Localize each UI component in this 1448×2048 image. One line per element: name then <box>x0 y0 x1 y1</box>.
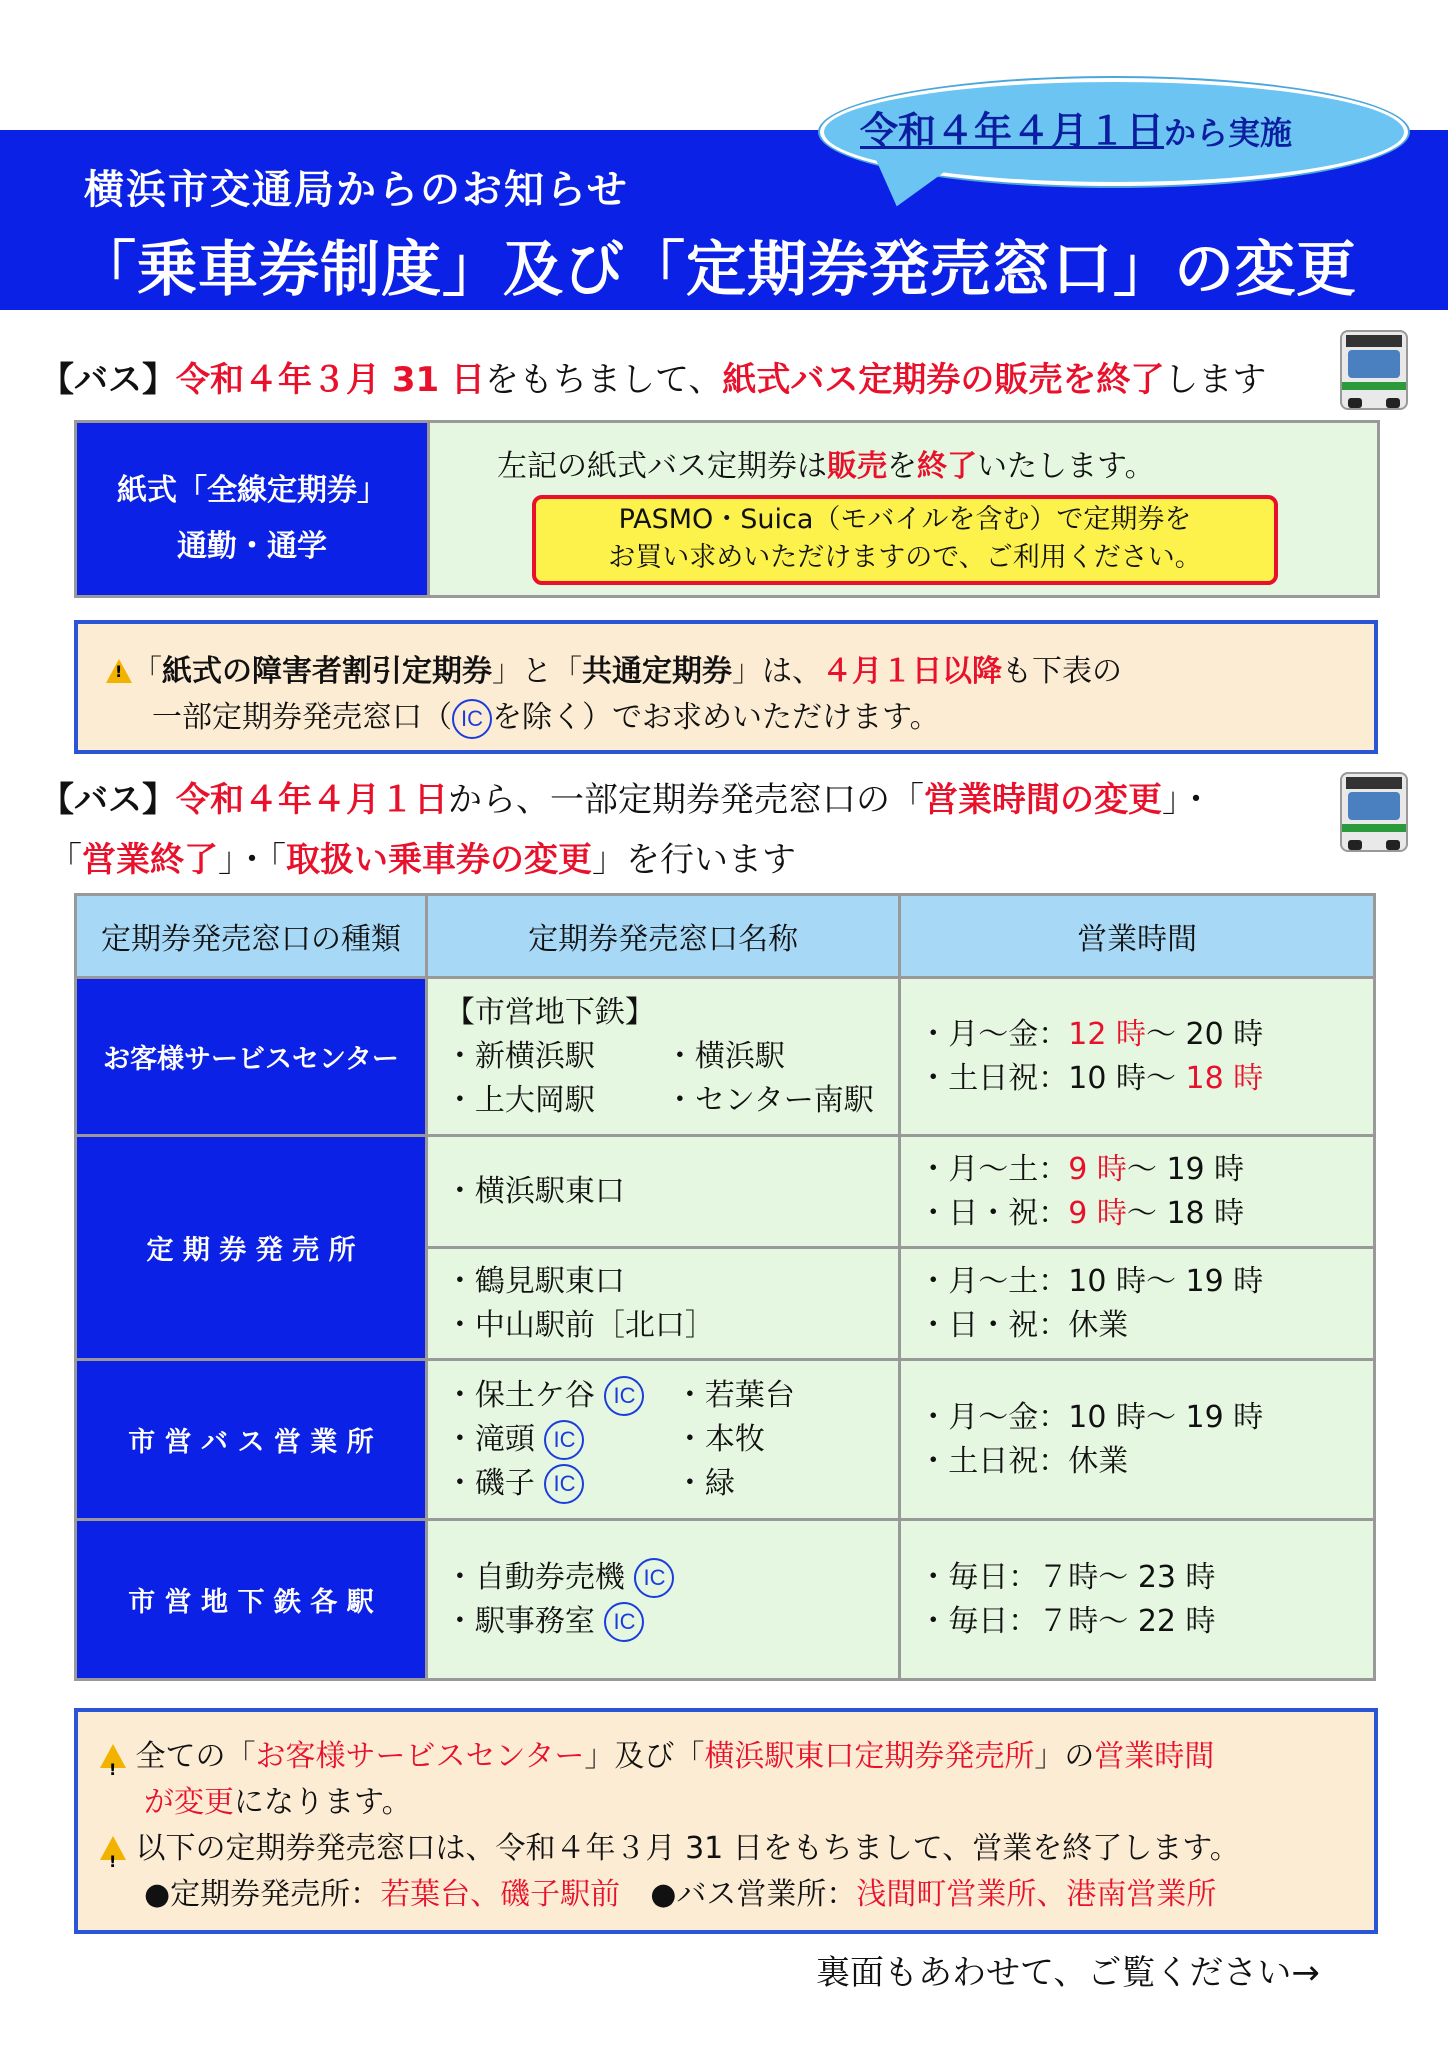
note1-g: も下表の <box>1002 654 1122 689</box>
hours-cell <box>900 1520 1375 1680</box>
warning-icon <box>100 1744 126 1768</box>
section2-h2: 営業終了 <box>82 840 218 880</box>
note2-line3 <box>100 1826 1240 1872</box>
subway-title: 【市営地下鉄】 <box>444 994 655 1030</box>
hours-cell <box>900 1136 1375 1248</box>
note1-e: 」は、 <box>732 654 822 689</box>
office-tsurumi-east: ・鶴見駅東口 <box>444 1263 625 1299</box>
bubble-suffix: から実施 <box>1164 114 1293 152</box>
pasmo-suica-notice <box>532 495 1278 585</box>
hours-b: ・毎日：７時～ 22 時 <box>918 1603 1216 1639</box>
section2-h3: 取扱い乗車券の変更 <box>286 840 592 880</box>
ic-card-icon: IC <box>634 1558 674 1598</box>
hours-b: ・土日祝：休業 <box>918 1443 1129 1479</box>
names-cell <box>426 978 899 1136</box>
col-header-hours: 営業時間 <box>900 895 1375 978</box>
note2-l1b: お客様サービスセンター <box>255 1739 585 1774</box>
hours-b: 12 時 <box>1068 1016 1147 1052</box>
category-customer-center: お客様サービスセンター <box>76 978 427 1136</box>
ic-card-icon: IC <box>452 699 492 739</box>
header-title: 「乗車券制度」及び「定期券発売窓口」の変更 <box>76 235 1357 305</box>
see-reverse-footer: 裏面もあわせて、ご覧ください→ <box>816 1953 1320 1993</box>
section2-mid: から、一部定期券発売窓口の「 <box>448 780 924 820</box>
ic-card-icon: IC <box>604 1602 644 1642</box>
section1-mid: をもちまして、 <box>485 360 723 400</box>
note1-b: 紙式の障害者割引定期券 <box>162 654 492 689</box>
ticket-machine: ・自動券売機 <box>444 1559 625 1595</box>
hours-b: ・日・祝：休業 <box>918 1307 1129 1343</box>
section2-h1: 営業時間の変更 <box>924 780 1162 820</box>
col-header-type: 定期券発売窓口の種類 <box>76 895 427 978</box>
station-shin-yokohama: ・新横浜駅 <box>444 1038 595 1074</box>
section2-start2: 「 <box>48 840 82 880</box>
category-bus-office: 市 営 バ ス 営 業 所 <box>76 1360 427 1520</box>
section1-line <box>40 352 1266 401</box>
closure-note <box>74 1708 1378 1934</box>
note2-line2 <box>144 1780 412 1826</box>
bus-office-isogo: ・磯子 <box>444 1465 535 1501</box>
section1-prefix: 【バス】 <box>40 360 176 400</box>
note2-l4c: ●バス営業所： <box>650 1877 857 1912</box>
table-row <box>76 978 1375 1136</box>
section2-prefix: 【バス】 <box>40 780 176 820</box>
hours-d: ・土日祝：10 時～ <box>918 1060 1186 1096</box>
end-text-b: 販売 <box>827 449 887 484</box>
note2-l1e: 」の <box>1034 1739 1095 1774</box>
col-header-name: 定期券発売窓口名称 <box>426 895 899 978</box>
note2-l4a: ●定期券発売所： <box>144 1877 381 1912</box>
hours-a: ・月～土： <box>918 1151 1069 1187</box>
section1-date: 令和４年３月 31 日 <box>176 360 485 400</box>
note1-c: 」と「 <box>492 654 582 689</box>
station-yokohama: ・横浜駅 <box>664 1038 785 1074</box>
hours-e: 18 時 <box>1185 1060 1264 1096</box>
hours-b: 9 時 <box>1068 1151 1127 1187</box>
note1-a: 「 <box>132 654 162 689</box>
hours-cell <box>900 1360 1375 1520</box>
note1-line2b: を除く）でお求めいただけます。 <box>492 700 940 735</box>
warning-icon <box>106 659 132 683</box>
section2-date: 令和４年４月１日 <box>176 780 448 820</box>
note2-line4 <box>144 1872 1216 1918</box>
pasmo-notice-line1: PASMO・Suica（モバイルを含む）で定期券を <box>618 504 1192 535</box>
note2-l1f: 営業時間 <box>1094 1739 1215 1774</box>
note2-l4d: 浅間町営業所、港南営業所 <box>856 1877 1217 1912</box>
section2-line2 <box>48 832 796 881</box>
pasmo-notice-line2: お買い求めいただけますので、ご利用ください。 <box>608 542 1202 573</box>
note2-l1d: 横浜駅東口定期券発売所 <box>704 1739 1035 1774</box>
note2-l4b: 若葉台、磯子駅前 <box>380 1877 621 1912</box>
table-header-row <box>76 895 1375 978</box>
note2-l3: 以下の定期券発売窓口は、令和４年３月 31 日をもちまして、営業を終了します。 <box>135 1831 1240 1866</box>
note1-line2a: 一部定期券発売窓口（ <box>152 700 452 735</box>
section2-line1 <box>40 772 1213 821</box>
note1-f: ４月１日以降 <box>822 654 1002 689</box>
ticket-window-table <box>74 893 1376 1681</box>
hours-f: ～ 18 時 <box>1126 1195 1245 1231</box>
note1-d: 共通定期券 <box>582 654 732 689</box>
category-pass-office: 定 期 券 発 売 所 <box>76 1136 427 1360</box>
hours-a: ・月～土：10 時～ 19 時 <box>918 1263 1264 1299</box>
bus-icon <box>1340 330 1408 410</box>
paper-pass-label-1: 紙式「全線定期券」 <box>117 473 387 508</box>
bubble-date: 令和４年４月１日 <box>860 109 1165 153</box>
bus-office-honmoku: ・本牧 <box>674 1421 765 1457</box>
bus-office-hodogaya: ・保土ケ谷 <box>444 1377 595 1413</box>
section2-end1: 」・ <box>1162 780 1213 820</box>
note2-l1a: 全ての「 <box>135 1739 256 1774</box>
hours-cell <box>900 978 1375 1136</box>
table-row <box>76 1520 1375 1680</box>
note1-line2 <box>152 692 940 739</box>
hours-a: ・毎日：７時～ 23 時 <box>918 1559 1216 1595</box>
category-subway-stations: 市 営 地 下 鉄 各 駅 <box>76 1520 427 1680</box>
paper-pass-box <box>74 420 1380 598</box>
hours-a: ・月～金：10 時～ 19 時 <box>918 1399 1264 1435</box>
section1-highlight: 紙式バス定期券の販売を終了 <box>722 360 1165 400</box>
names-cell <box>426 1360 899 1520</box>
note2-l2b: になります。 <box>234 1785 412 1820</box>
names-cell <box>426 1520 899 1680</box>
bubble-text <box>860 100 1292 155</box>
station-office: ・駅事務室 <box>444 1603 595 1639</box>
ic-card-icon: IC <box>544 1420 584 1460</box>
section2-end2: 」を行います <box>592 840 796 880</box>
paper-pass-label-2: 通勤・通学 <box>177 529 327 564</box>
note2-line1 <box>100 1734 1214 1780</box>
paper-pass-label-cell <box>77 423 430 595</box>
section2-mid2: 」・「 <box>218 840 286 880</box>
names-cell <box>426 1248 899 1360</box>
header-subtitle: 横浜市交通局からのお知らせ <box>84 167 629 213</box>
bus-office-wakabadai: ・若葉台 <box>674 1377 795 1413</box>
paper-pass-end-text <box>497 441 1155 485</box>
end-text-a: 左記の紙式バス定期券は <box>497 449 827 484</box>
note2-l1c: 」及び「 <box>584 1739 705 1774</box>
bus-office-midori: ・緑 <box>674 1465 735 1501</box>
section1-suffix: します <box>1164 360 1267 400</box>
discount-pass-note <box>74 620 1378 754</box>
hours-d: ・日・祝： <box>918 1195 1069 1231</box>
bus-office-takigashira: ・滝頭 <box>444 1421 535 1457</box>
hours-cell <box>900 1248 1375 1360</box>
office-yokohama-east: ・横浜駅東口 <box>444 1173 625 1209</box>
office-nakayama-north: ・中山駅前［北口］ <box>444 1307 715 1343</box>
hours-e: 9 時 <box>1068 1195 1127 1231</box>
end-text-e: いたします。 <box>977 449 1155 484</box>
names-cell <box>426 1136 899 1248</box>
ic-card-icon: IC <box>544 1464 584 1504</box>
ic-card-icon: IC <box>604 1376 644 1416</box>
end-text-c: を <box>887 449 917 484</box>
warning-icon <box>100 1836 126 1860</box>
hours-c: ～ 19 時 <box>1126 1151 1245 1187</box>
bus-icon <box>1340 772 1408 852</box>
hours-c: ～ 20 時 <box>1146 1016 1264 1052</box>
end-text-d: 終了 <box>917 449 977 484</box>
station-kamiooka: ・上大岡駅 <box>444 1082 595 1118</box>
table-row <box>76 1360 1375 1520</box>
note1-line1 <box>106 646 1122 690</box>
note2-l2a: が変更 <box>144 1785 234 1820</box>
hours-a: ・月～金： <box>918 1016 1069 1052</box>
table-row <box>76 1136 1375 1248</box>
station-center-minami: ・センター南駅 <box>664 1082 874 1118</box>
